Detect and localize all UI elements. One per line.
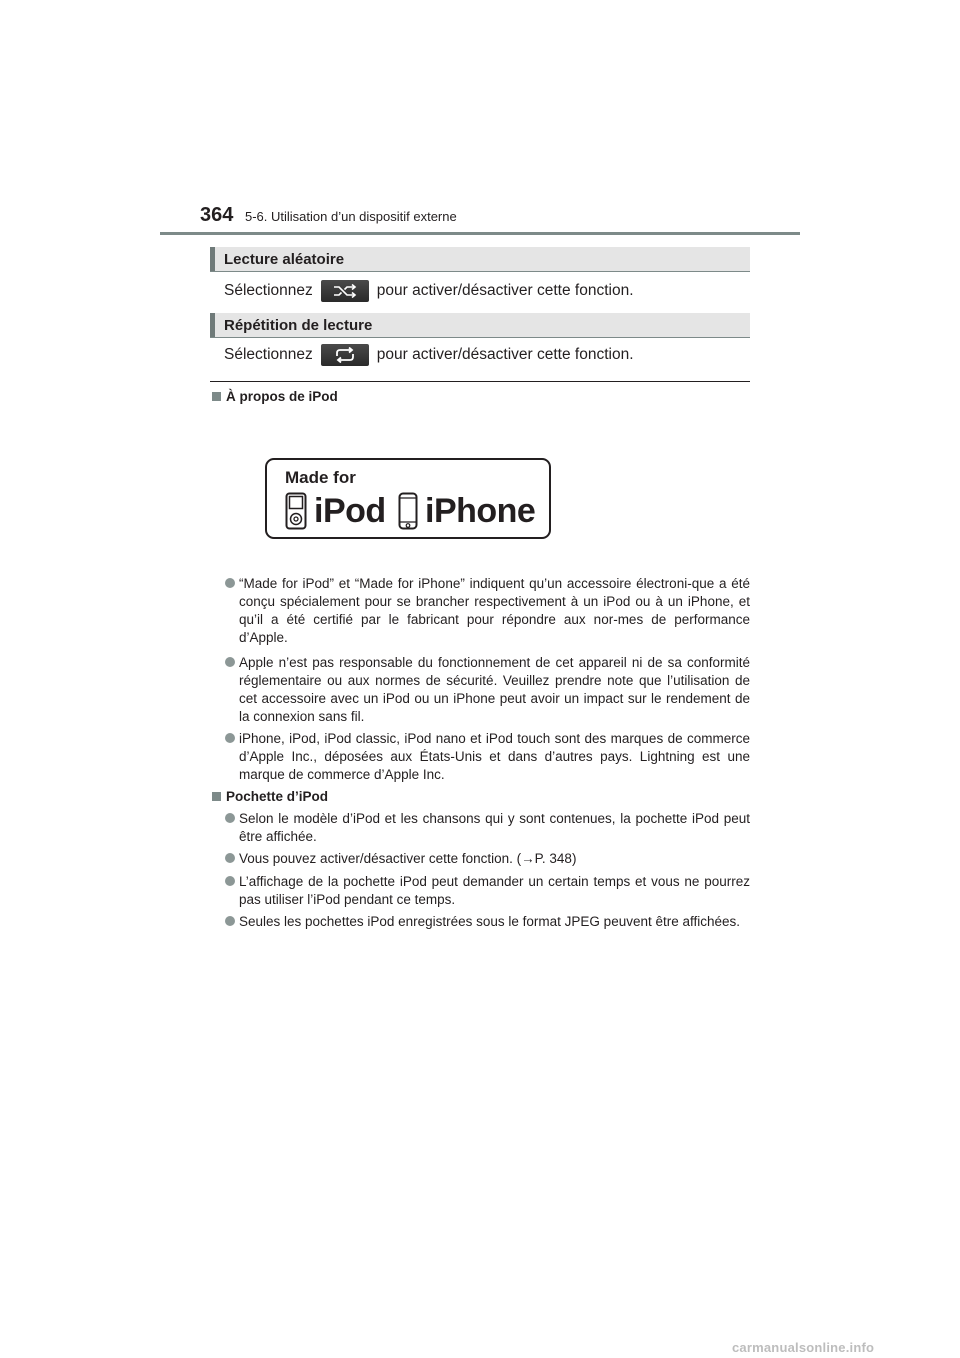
random-heading-label: Lecture aléatoire xyxy=(224,251,345,268)
repeat-instruction xyxy=(224,344,634,366)
ipod-device-icon xyxy=(285,492,307,530)
repeat-before-text: Sélectionnez xyxy=(224,346,313,363)
random-after-text: pour activer/désactiver cette fonction. xyxy=(376,282,634,299)
random-instruction xyxy=(224,280,634,302)
bullet-dot-icon xyxy=(225,813,235,823)
bullet-dot-icon xyxy=(225,733,235,743)
shuffle-icon xyxy=(321,280,369,302)
list-item xyxy=(239,850,750,868)
repeat-heading xyxy=(210,313,750,338)
random-before-text: Sélectionnez xyxy=(224,282,313,299)
random-heading xyxy=(210,247,750,272)
made-for-ipod-iphone-logo xyxy=(265,458,551,539)
square-bullet-icon xyxy=(212,792,221,801)
header-divider xyxy=(160,232,800,235)
list-item-text: iPhone, iPod, iPod classic, iPod nano et iPod touch sont des marques de commerce d’Apple Inc., déposées aux États-Unis et dans d’autres pays. Lightning est une marque de commerce d’Apple Inc. xyxy=(239,731,750,782)
pochette-heading xyxy=(212,789,328,804)
logo-made-for-text: Made for xyxy=(285,468,356,487)
list-item xyxy=(239,575,750,647)
bullet-dot-icon xyxy=(225,876,235,886)
repeat-after-text: pour activer/désactiver cette fonction. xyxy=(376,346,634,363)
bullet-dot-icon xyxy=(225,916,235,926)
list-item-text: Selon le modèle d’iPod et les chansons qui y sont contenues, la pochette iPod peut être affichée. xyxy=(239,811,750,844)
list-item-text: “Made for iPod” et “Made for iPhone” indiquent qu’un accessoire électroni-que a été conçu spécialement pour se brancher respectivement à un iPod ou à un iPhone, et qu’il a été certifié par le fabricant pour répondre aux nor-mes de performance d’Apple. xyxy=(239,576,750,645)
bullet-dot-icon xyxy=(225,853,235,863)
ipod-about-heading-label: À propos de iPod xyxy=(226,389,338,404)
list-item xyxy=(239,810,750,846)
logo-iphone-text: iPhone xyxy=(425,492,536,530)
list-item-text: L’affichage de la pochette iPod peut demander un certain temps et vous ne pourrez pas utiliser l’iPod pendant ce temps. xyxy=(239,874,750,907)
list-item-text: Seules les pochettes iPod enregistrées sous le format JPEG peuvent être affichées. xyxy=(239,914,741,929)
watermark: carmanualsonline.info xyxy=(732,1340,875,1355)
list-item xyxy=(239,873,750,909)
iphone-device-icon xyxy=(398,492,418,530)
section-divider xyxy=(210,381,750,382)
list-item xyxy=(239,913,750,931)
list-item xyxy=(239,654,750,726)
repeat-icon xyxy=(321,344,369,366)
section-title: 5-6. Utilisation d’un dispositif externe xyxy=(245,209,457,224)
bullet-dot-icon xyxy=(225,657,235,667)
list-item-text: Apple n’est pas responsable du fonctionnement de cet appareil ni de sa conformité réglementaire ou aux normes de sécurité. Veuillez prendre note que l’utilisation de cet accessoire avec un iPod ou un iPhone peut avoir un impact sur le rendement de la connexion sans fil. xyxy=(239,655,750,724)
logo-ipod-text: iPod xyxy=(314,492,386,530)
list-item xyxy=(239,730,750,784)
ipod-about-heading xyxy=(212,389,338,404)
repeat-heading-label: Répétition de lecture xyxy=(224,317,373,334)
square-bullet-icon xyxy=(212,392,221,401)
pochette-heading-label: Pochette d’iPod xyxy=(226,789,329,804)
page-number: 364 xyxy=(200,204,234,226)
list-item-text: Vous pouvez activer/désactiver cette fonction. (→P. 348) xyxy=(239,851,577,866)
bullet-dot-icon xyxy=(225,578,235,588)
